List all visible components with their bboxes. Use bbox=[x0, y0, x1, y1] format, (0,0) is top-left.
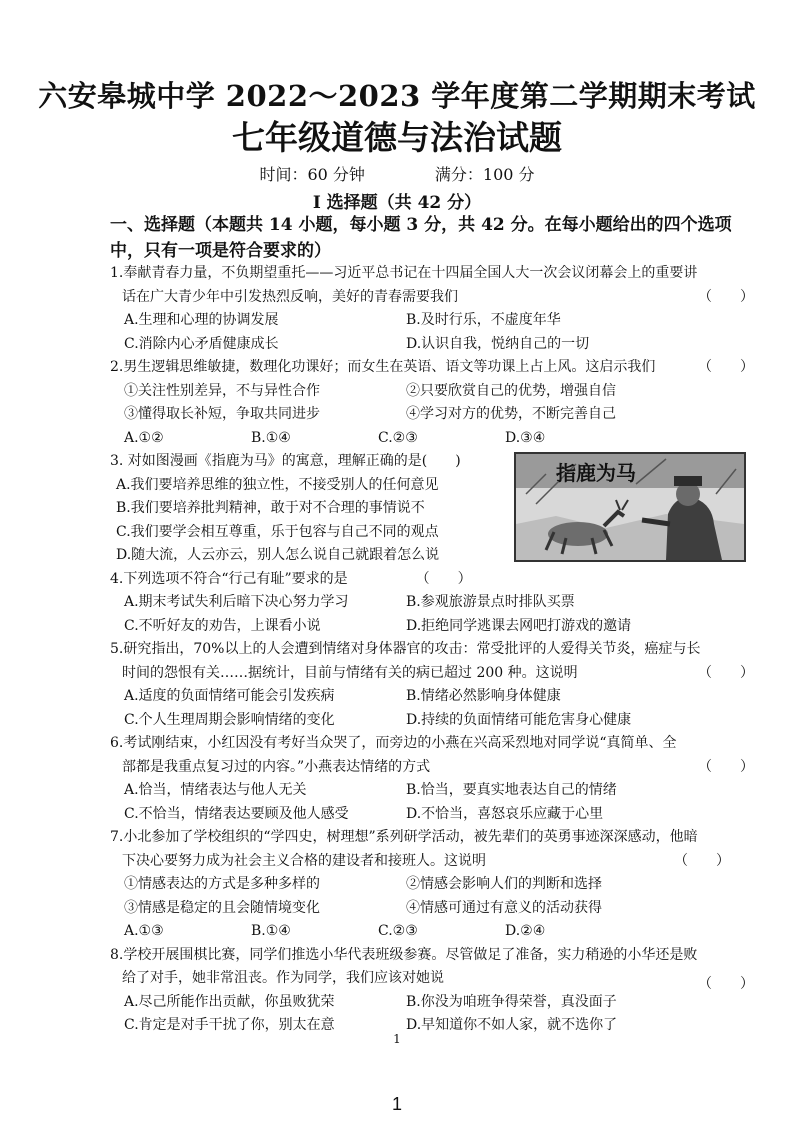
option-b: B.恰当，要真实地表达自己的情绪 bbox=[406, 782, 617, 798]
exam-score: 满分：100 分 bbox=[434, 165, 535, 184]
options bbox=[110, 685, 760, 732]
question-3 bbox=[110, 450, 760, 568]
option-c: C.②③ bbox=[378, 923, 418, 939]
answer-paren: （ ） bbox=[698, 664, 754, 681]
question-7 bbox=[110, 826, 760, 944]
option-b: B.①④ bbox=[251, 923, 291, 939]
answer-paren: （ ） bbox=[698, 758, 754, 775]
statement-4: ④学习对方的优势，不断完善自己 bbox=[406, 406, 616, 422]
question-stem: 5.研究指出，70%以上的人会遭到情绪对身体器官的攻击：常受批评的人爱得关节炎，癌症与长 bbox=[110, 641, 701, 657]
statement-3: ③情感是稳定的且会随情境变化 bbox=[124, 899, 320, 916]
answer-paren: （ ） bbox=[674, 852, 730, 869]
option-d: D.早知道你不如人家，就不选你了 bbox=[406, 1017, 618, 1033]
answer-paren: （ ） bbox=[698, 976, 754, 992]
option-a: A.恰当，情绪表达与他人无关 bbox=[124, 782, 307, 798]
question-stem: 7.小北参加了学校组织的“学四史，树理想”系列研学活动，被先辈们的英勇事迹深深感动，他暗 bbox=[110, 829, 698, 845]
option-d: D.②④ bbox=[505, 923, 546, 939]
statement-2: ②只要欣赏自己的优势，增强自信 bbox=[406, 382, 616, 399]
option-b: B.你没为咱班争得荣誉，真没面子 bbox=[406, 993, 617, 1010]
option-d: D.③④ bbox=[505, 429, 546, 446]
option-c: C.不恰当，情绪表达要顾及他人感受 bbox=[124, 805, 349, 822]
option-a: A.生理和心理的协调发展 bbox=[124, 312, 279, 328]
question-stem: 1.奉献青春力量，不负期望重托——习近平总书记在十四届全国人大一次会议闭幕会上的重要讲 bbox=[110, 265, 698, 281]
question-stem-continued: 话在广大青少年中引发热烈反响，美好的青春需要我们 bbox=[122, 288, 458, 305]
option-b: B.参观旅游景点时排队买票 bbox=[406, 594, 575, 610]
option-a: A.我们要培养思维的独立性，不接受别人的任何意见 bbox=[116, 476, 439, 493]
option-a: A.适度的负面情绪可能会引发疾病 bbox=[124, 688, 335, 704]
question-list bbox=[110, 262, 760, 1038]
statement-1: ①关注性别差异，不与异性合作 bbox=[124, 382, 320, 399]
option-a: A.尽己所能作出贡献，你虽败犹荣 bbox=[124, 993, 335, 1010]
options bbox=[110, 591, 760, 638]
exam-info bbox=[0, 162, 794, 185]
question-1 bbox=[110, 262, 760, 356]
question-stem: 8.学校开展围棋比赛，同学们推选小华代表班级参赛。尽管做足了准备，实力稍逊的小华还是败 bbox=[110, 946, 698, 963]
statement-4: ④情感可通过有意义的活动获得 bbox=[406, 899, 602, 916]
school-title: 六安皋城中学 2022～2023 学年度第二学期期末考试 bbox=[38, 79, 756, 113]
option-c: C.个人生理周期会影响情绪的变化 bbox=[124, 711, 335, 728]
question-stem: 2.男生逻辑思维敏捷，数理化功课好；而女生在英语、语文等功课上占上风。这启示我们 bbox=[110, 359, 656, 375]
question-stem-continued: 给了对手，她非常沮丧。作为同学，我们应该对她说 bbox=[122, 970, 444, 986]
option-c: C.我们要学会相互尊重，乐于包容与自己不同的观点 bbox=[116, 523, 439, 540]
option-c: C.肯定是对手干扰了你，别太在意 bbox=[124, 1017, 335, 1033]
option-d: D.拒绝同学逃课去网吧打游戏的邀请 bbox=[406, 617, 632, 634]
option-d: D.不恰当，喜怒哀乐应藏于心里 bbox=[406, 805, 604, 822]
option-d: D.随大流，人云亦云，别人怎么说自己就跟着怎么说 bbox=[116, 547, 440, 563]
options bbox=[110, 309, 760, 356]
option-d: D.认识自我，悦纳自己的一切 bbox=[406, 335, 590, 352]
page-number: 1 bbox=[391, 1094, 402, 1114]
statements bbox=[110, 380, 760, 427]
exam-title: 七年级道德与法治试题 bbox=[232, 118, 562, 157]
option-a: A.①② bbox=[124, 429, 164, 446]
question-stem-continued: 时间的怨恨有关……据统计，目前与情绪有关的病已超过 200 种。这说明 bbox=[122, 664, 578, 681]
answer-paren: （ ） bbox=[698, 288, 754, 305]
option-b: B.及时行乐，不虚度年华 bbox=[406, 312, 561, 328]
option-b: B.①④ bbox=[251, 429, 291, 446]
question-5 bbox=[110, 638, 760, 732]
option-b: B.情绪必然影响身体健康 bbox=[406, 688, 561, 704]
option-a: A.期末考试失利后暗下决心努力学习 bbox=[124, 594, 349, 610]
question-4 bbox=[110, 568, 760, 639]
options bbox=[110, 920, 760, 944]
part-heading: 一、选择题（本题共 14 小题，每小题 3 分，共 42 分。在每小题给出的四个选项中，只有一项是符合要求的） bbox=[110, 215, 732, 261]
options bbox=[110, 991, 698, 1038]
question-stem: 3. 对如图漫画《指鹿为马》的寓意，理解正确的是( ) bbox=[110, 453, 461, 469]
options bbox=[110, 779, 760, 826]
statement-2: ②情感会影响人们的判断和选择 bbox=[406, 876, 602, 892]
answer-paren: （ ） bbox=[698, 359, 754, 375]
statements bbox=[110, 873, 760, 920]
question-6 bbox=[110, 732, 760, 826]
question-stem: 6.考试刚结束，小红因没有考好当众哭了，而旁边的小燕在兴高采烈地对同学说“真简单、全 bbox=[110, 735, 677, 751]
inner-page-number: 1 bbox=[393, 1032, 401, 1046]
option-a: A.①③ bbox=[124, 923, 164, 939]
options bbox=[110, 427, 760, 451]
statement-3: ③懂得取长补短，争取共同进步 bbox=[124, 406, 320, 422]
cartoon-title: 指鹿为马 bbox=[556, 461, 636, 485]
section-title: Ⅰ 选择题（共 42 分） bbox=[312, 193, 482, 213]
answer-paren: （ ） bbox=[415, 570, 472, 587]
question-stem: 4.下列选项不符合“行己有耻”要求的是 bbox=[110, 570, 348, 587]
option-d: D.持续的负面情绪可能危害身心健康 bbox=[406, 711, 632, 728]
option-c: C.②③ bbox=[378, 429, 418, 446]
question-8 bbox=[110, 944, 760, 1038]
option-c: C.消除内心矛盾健康成长 bbox=[124, 335, 279, 352]
question-2 bbox=[110, 356, 760, 450]
question-stem-continued: 部都是我重点复习过的内容。”小燕表达情绪的方式 bbox=[122, 758, 431, 775]
cartoon-illustration bbox=[516, 454, 744, 560]
option-c: C.不听好友的劝告，上课看小说 bbox=[124, 617, 321, 634]
exam-time: 时间：60 分钟 bbox=[259, 165, 365, 184]
statement-1: ①情感表达的方式是多种多样的 bbox=[124, 876, 320, 892]
cartoon-image bbox=[514, 452, 746, 562]
option-b: B.我们要培养批判精神，敢于对不合理的事情说不 bbox=[116, 500, 425, 516]
question-stem-continued: 下决心要努力成为社会主义合格的建设者和接班人。这说明 bbox=[122, 852, 486, 869]
